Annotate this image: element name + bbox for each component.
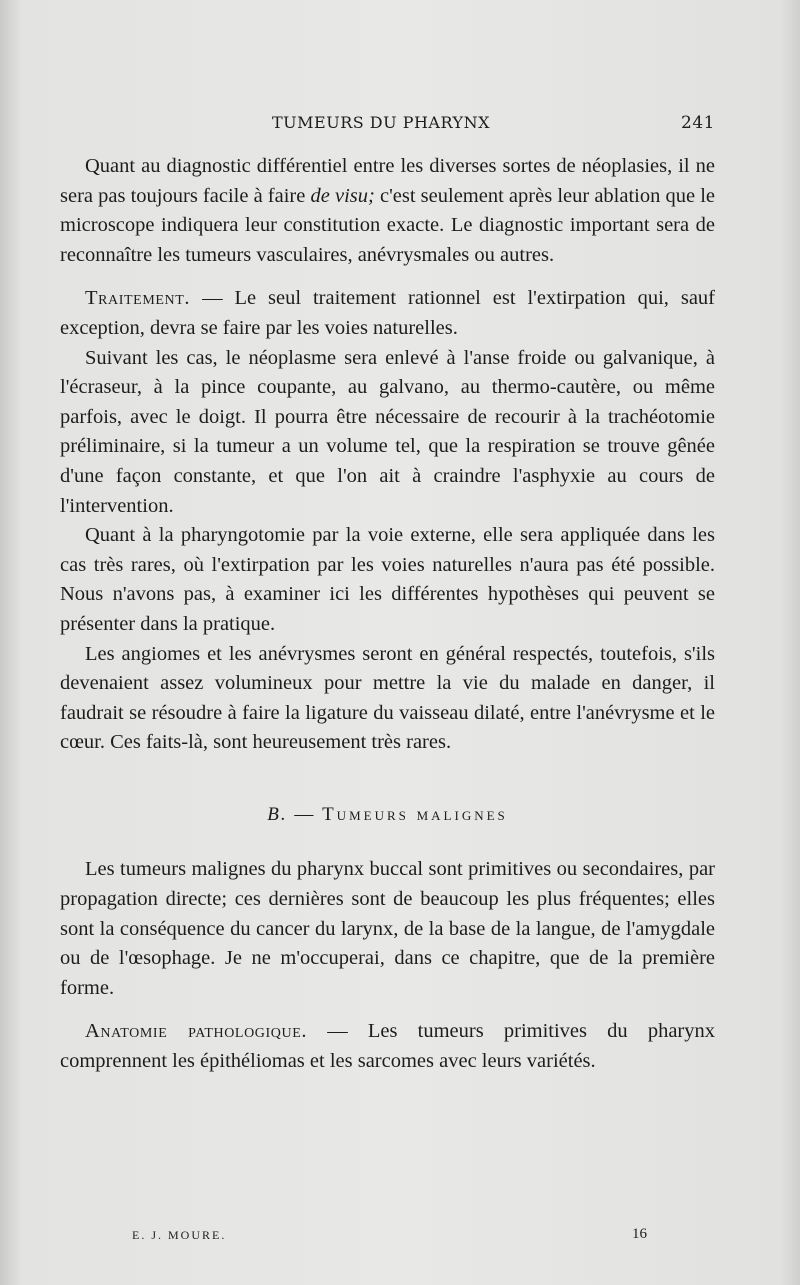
section-heading — [60, 800, 715, 830]
paragraph-anatomy: Anatomie pathologique. — Les tumeurs primitives du pharynx comprennent les épithéliomas et les sarcomes avec leurs variétés. — [60, 1020, 716, 1073]
page-footer — [60, 1226, 715, 1248]
run-in-heading-traitement: Traitement. — [85, 287, 191, 310]
paragraph-angiomas: Les angiomes et les anévrysmes seront en général respectés, toutefois, s'ils devenaient assez volumineux pour mettre la vie du malade en danger, il faudrait se résoudre à faire la ligature du vaisseau dilaté, entre l'anévrysme et le cœur. Ces faits-là, sont heureusement très rares. — [60, 642, 715, 754]
page-number: 241 — [681, 113, 715, 133]
signature-number: 16 — [632, 1226, 647, 1242]
paragraph-pharyngotomy: Quant à la pharyngotomie par la voie externe, elle sera appliquée dans les cas très rares, où l'extirpation par les voies naturelles n'aura pas été possible. Nous n'avons pas, à examiner ici les différentes hypothèses qui peuvent se présenter dans la pratique. — [60, 524, 715, 635]
paragraph-traitement: Traitement. — Le seul traitement rationnel est l'extirpation qui, sauf exception, devra se faire par les voies naturelles. — [60, 287, 715, 339]
emphasis-de-visu: de visu; — [310, 184, 375, 207]
paragraph-methods: Suivant les cas, le néoplasme sera enlevé à l'anse froide ou galvanique, à l'écraseur, à la pince coupante, au galvano, au thermo-cautère, ou même parfois, avec le doigt. Il pourra être nécessaire de recourir à la trachéotomie préliminaire, si la tumeur a un volume tel, que la respiration se trouve gênée d'une façon constante, et que l'on ait à craindre l'asphyxie au cours de l'intervention. — [60, 346, 715, 517]
running-title: TUMEURS DU PHARYNX — [272, 113, 490, 132]
run-in-heading-anatomy: Anatomie pathologique. — [85, 1020, 308, 1043]
section-title: Tumeurs malignes — [322, 803, 508, 825]
paragraph-diagnostic: Quant au diagnostic différentiel entre les diverses sortes de néoplasies, il ne sera pas toujours facile à faire de visu; c'est seulement après leur ablation que le microscope indiquera leur constitution exacte. Le diagnostic important sera de reconnaître les tumeurs vasculaires, anévrysmales ou autres. — [60, 155, 716, 266]
paragraph-malignant: Les tumeurs malignes du pharynx buccal sont primitives ou secondaires, par propagation directe; ces dernières sont de beaucoup les plus fréquentes; elles sont la conséquence du cancer du larynx, de la base de la langue, de l'amygdale ou de l'œsophage. Je ne m'occuperai, dans ce chapitre, que de la première forme. — [60, 858, 715, 999]
body-text — [60, 152, 715, 1077]
signature-mark: E. J. MOURE. — [132, 1228, 227, 1242]
running-head — [60, 113, 715, 137]
section-dash: — — [294, 803, 316, 825]
section-letter: B. — [267, 803, 288, 825]
